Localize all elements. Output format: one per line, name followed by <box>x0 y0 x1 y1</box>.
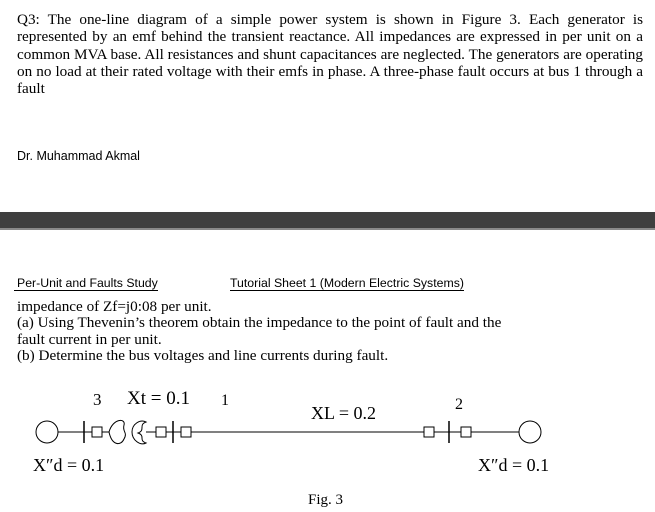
generator-left-icon <box>36 421 58 443</box>
breaker-bus1-left-icon <box>156 427 166 437</box>
continuation-line-1: impedance of Zf=j0:08 per unit. <box>17 298 212 315</box>
continuation-line-3: fault current in per unit. <box>17 330 162 348</box>
breaker-bus3-icon <box>92 427 102 437</box>
header-sheet-title: Tutorial Sheet 1 (Modern Electric Systems) <box>230 276 464 290</box>
breaker-bus1-right-icon <box>181 427 191 437</box>
transformer-secondary-icon <box>132 421 146 444</box>
continuation-line-4: (b) Determine the bus voltages and line currents during fault. <box>17 346 389 364</box>
transformer-primary-icon <box>109 420 125 443</box>
transformer-reactance-label: Xt = 0.1 <box>127 388 190 409</box>
continuation-line-2: (a) Using Thevenin’s theorem obtain the impedance to the point of fault and the <box>17 314 502 332</box>
bus-1-label: 1 <box>221 392 229 409</box>
bus-2-label: 2 <box>455 396 463 413</box>
bus-3-label: 3 <box>93 390 102 409</box>
generator-right-icon <box>519 421 541 443</box>
slide-divider <box>0 212 655 230</box>
generator-right-reactance-label: X″d = 0.1 <box>478 455 550 475</box>
breaker-bus2-right-icon <box>461 427 471 437</box>
header-course-title: Per-Unit and Faults Study <box>17 276 158 290</box>
generator-left-reactance-label: X″d = 0.1 <box>33 455 105 475</box>
one-line-diagram <box>0 378 655 512</box>
line-reactance-label: XL = 0.2 <box>311 403 376 423</box>
question-continuation <box>17 299 577 364</box>
breaker-bus2-left-icon <box>424 427 434 437</box>
author-name: Dr. Muhammad Akmal <box>17 149 140 163</box>
question-paragraph: Q3: The one-line diagram of a simple power system is shown in Figure 3. Each generator is represented by an emf behind the transient reactance. All impedances are expressed in per unit on a common MVA base. All resistances and shunt capacitances are neglected. The generators are operating on no load at their rated voltage with their emfs in phase. A three-phase fault occurs at bus 1 through a fault <box>17 11 643 98</box>
figure-caption: Fig. 3 <box>308 492 344 508</box>
